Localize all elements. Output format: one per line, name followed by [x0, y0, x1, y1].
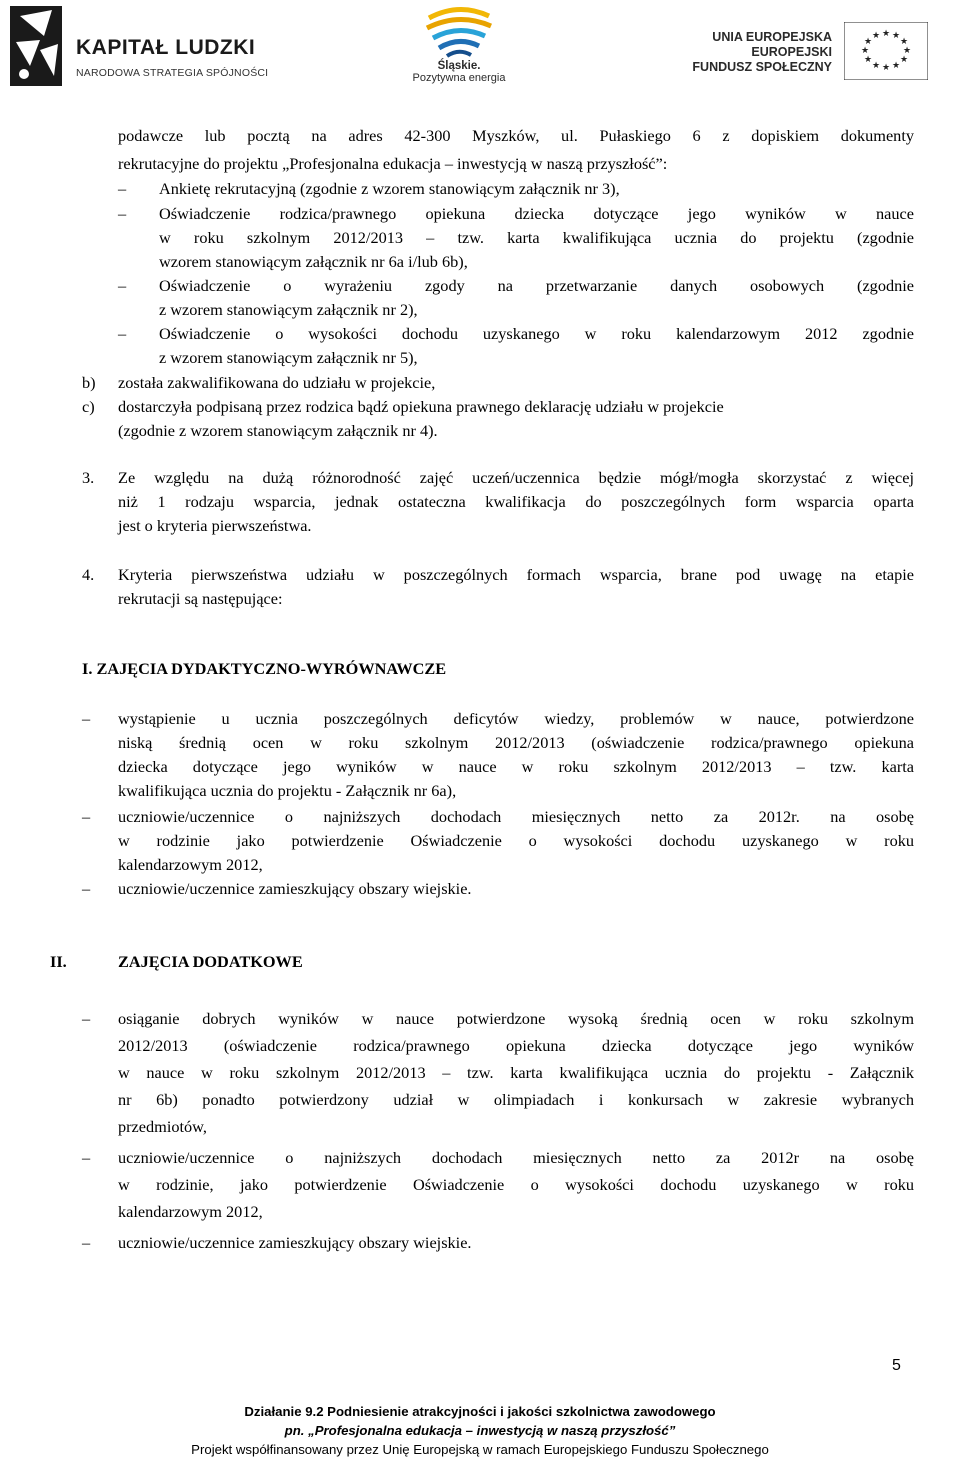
dash-item-text: Ankietę rekrutacyjną (zgodnie z wzorem stanowiącym załącznik nr 3), [159, 179, 620, 198]
svg-text:★: ★ [863, 37, 873, 47]
section-1-item-text: dziecka dotyczące jego wyników w nauce w roku szkolnym 2012/2013 – tzw. karta [118, 757, 914, 776]
svg-text:★: ★ [881, 29, 891, 39]
dash-bullet: – [82, 1148, 91, 1167]
dash-item-text: Oświadczenie rodzica/prawnego opiekuna dziecka dotyczące jego wyników w nauce [159, 204, 914, 223]
item-c-text: (zgodnie z wzorem stanowiącym załącznik nr 4). [118, 421, 438, 440]
slaskie-wave-icon [419, 4, 499, 60]
dash-bullet: – [118, 179, 127, 198]
svg-text:★: ★ [871, 31, 881, 41]
item-b-label: b) [82, 373, 96, 392]
svg-text:★: ★ [899, 37, 909, 47]
footer-line-2: pn. „Profesjonalna edukacja – inwestycją w naszą przyszłość” [284, 1423, 676, 1438]
svg-text:★: ★ [871, 61, 881, 71]
svg-text:★: ★ [863, 55, 873, 65]
dash-item-text: w roku szkolnym 2012/2013 – tzw. karta kwalifikująca ucznia do projektu (zgodnie [159, 228, 914, 247]
point-4-label: 4. [82, 565, 95, 584]
dash-item-text: Oświadczenie o wysokości dochodu uzyskanego w roku kalendarzowym 2012 zgodnie [159, 324, 914, 343]
footer-line-3: Projekt współfinansowany przez Unię Europejską w ramach Europejskiego Funduszu Społecznego [191, 1442, 769, 1457]
kapital-ludzki-subtitle: NARODOWA STRATEGIA SPÓJNOŚCI [76, 67, 269, 79]
section-2-item-text: w rodzinie, jako potwierdzenie Oświadczenie o wysokości dochodu uzyskanego w roku [118, 1175, 914, 1194]
dash-bullet: – [118, 276, 127, 295]
point-4-text: rekrutacji są następujące: [118, 589, 283, 608]
dash-bullet: – [82, 807, 91, 826]
eu-line-1: UNIA EUROPEJSKA [712, 30, 832, 44]
dash-item-text: Oświadczenie o wyrażeniu zgody na przetwarzanie danych osobowych (zgodnie [159, 276, 914, 295]
dash-item-text: z wzorem stanowiącym załącznik nr 2), [159, 300, 418, 319]
dash-bullet: – [118, 324, 127, 343]
kapital-ludzki-emblem-icon [10, 6, 62, 86]
point-3-text: jest o kryteria pierwszeństwa. [118, 516, 312, 535]
section-2-item-text: osiąganie dobrych wyników w nauce potwierdzone wysoką średnią ocen w roku szkolnym [118, 1009, 914, 1028]
section-1-item-text: wystąpienie u ucznia poszczególnych deficytów wiedzy, problemów w nauce, potwierdzone [118, 709, 914, 728]
point-3-text: Ze względu na dużą różnorodność zajęć uczeń/uczennica będzie mógł/mogła skorzystać z więcej [118, 468, 914, 487]
section-2-item-text: uczniowie/uczennice o najniższych dochodach miesięcznych netto za 2012r na osobę [118, 1148, 914, 1167]
dash-bullet: – [82, 1009, 91, 1028]
section-1-item-text: uczniowie/uczennice zamieszkujący obszary wiejskie. [118, 879, 472, 898]
section-2-title: ZAJĘCIA DODATKOWE [118, 952, 303, 971]
item-b-text: została zakwalifikowana do udziału w projekcie, [118, 373, 436, 392]
svg-text:★: ★ [899, 55, 909, 65]
kapital-ludzki-title: KAPITAŁ LUDZKI [76, 36, 256, 59]
section-1-title: I. ZAJĘCIA DYDAKTYCZNO-WYRÓWNAWCZE [82, 659, 447, 678]
eu-line-3: FUNDUSZ SPOŁECZNY [692, 60, 832, 74]
svg-text:★: ★ [860, 46, 870, 56]
dash-bullet: – [82, 879, 91, 898]
dash-bullet: – [82, 709, 91, 728]
section-1-item-text: w rodzinie jako potwierdzenie Oświadczenie o wysokości dochodu uzyskanego w roku [118, 831, 914, 850]
section-2-item-text: uczniowie/uczennice zamieszkujący obszary wiejskie. [118, 1233, 472, 1252]
eu-text [676, 30, 832, 75]
footer-line-1: Działanie 9.2 Podniesienie atrakcyjności i jakości szkolnictwa zawodowego [244, 1404, 716, 1419]
kapital-ludzki-logo [10, 6, 270, 86]
point-3-label: 3. [82, 468, 95, 487]
svg-text:★: ★ [902, 46, 912, 56]
section-2-item-text: 2012/2013 (oświadczenie rodzica/prawnego opiekuna dziecka dotyczące jego wyników [118, 1036, 914, 1055]
section-2-item-text: nr 6b) ponadto potwierdzony udział w olimpiadach i konkursach w zakresie wybranych [118, 1090, 914, 1109]
svg-text:★: ★ [891, 31, 901, 41]
slaskie-name: Śląskie. [437, 60, 481, 72]
section-2-item-text: przedmiotów, [118, 1117, 207, 1136]
eu-flag-icon [844, 22, 928, 80]
slaskie-logo [394, 4, 524, 88]
intro-line: rekrutacyjne do projektu „Profesjonalna edukacja – inwestycją w naszą przyszłość”: [118, 154, 668, 173]
page-number: 5 [892, 1357, 901, 1374]
item-c-text: dostarczyła podpisaną przez rodzica bądź opiekuna prawnego deklarację udziału w projekcie [118, 397, 724, 416]
page-header [0, 0, 960, 96]
section-1-item-text: niską średnią ocen w roku szkolnym 2012/2013 (oświadczenie rodzica/prawnego opiekuna [118, 733, 914, 752]
eu-logo [676, 22, 946, 82]
section-2-item-text: w nauce w roku szkolnym 2012/2013 – tzw. karta kwalifikująca ucznia do projektu - Załącznik [118, 1063, 914, 1082]
slaskie-tagline: Pozytywna energia [412, 72, 506, 84]
point-4-text: Kryteria pierwszeństwa udziału w poszczególnych formach wsparcia, brane pod uwagę na etapie [118, 565, 914, 584]
svg-text:★: ★ [891, 61, 901, 71]
dash-bullet: – [118, 204, 127, 223]
section-1-item-text: kalendarzowym 2012, [118, 855, 263, 874]
page-footer [0, 1402, 960, 1459]
point-3-text: niż 1 rodzaju wsparcia, jednak ostateczna kwalifikacja do poszczególnych form wsparcia oparta [118, 492, 914, 511]
section-1-item-text: kwalifikująca ucznia do projektu - Załącznik nr 6a), [118, 781, 457, 800]
section-1-item-text: uczniowie/uczennice o najniższych dochodach miesięcznych netto za 2012r. na osobę [118, 807, 914, 826]
intro-line: podawcze lub pocztą na adres 42-300 Myszków, ul. Pułaskiego 6 z dopiskiem dokumenty [118, 126, 914, 145]
dash-item-text: z wzorem stanowiącym załącznik nr 5), [159, 348, 418, 367]
section-2-item-text: kalendarzowym 2012, [118, 1202, 263, 1221]
dash-item-text: wzorem stanowiącym załącznik nr 6a i/lub 6b), [159, 252, 468, 271]
section-2-number: II. [50, 952, 67, 971]
dash-bullet: – [82, 1233, 91, 1252]
svg-text:★: ★ [881, 63, 891, 73]
eu-line-2: EUROPEJSKI [751, 45, 832, 59]
item-c-label: c) [82, 397, 95, 416]
